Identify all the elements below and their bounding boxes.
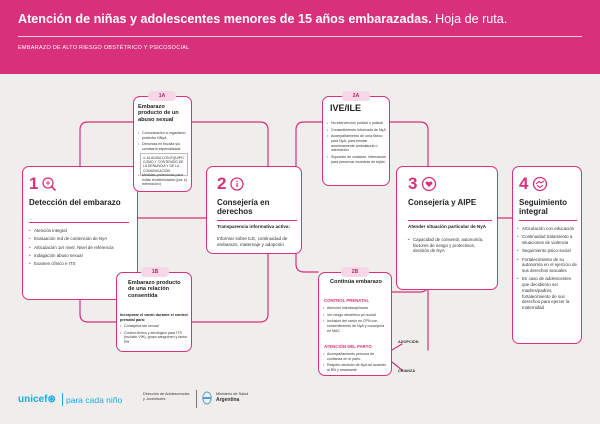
stage-items [29, 228, 133, 270]
section-heading-prenatal: CONTROL PRENATAL [324, 298, 370, 303]
list-item: • Articulación con educación [517, 226, 579, 232]
stage-number: 1 [29, 174, 39, 193]
unicef-logo [18, 394, 56, 405]
list-item: • Atención interdisciplinaria [323, 306, 389, 311]
argentina-shield-icon [202, 391, 212, 405]
subcard-items [327, 121, 387, 166]
path-label-adopcion: ADOPCIÓN [398, 340, 419, 344]
subcard-items [138, 131, 190, 154]
unicef-tagline: para cada niño [66, 395, 123, 405]
list-item: • Articulación 1er nivel. Nivel de referencia [29, 245, 133, 251]
list-item: • Supuesto de violación: Internación para preservar muestras de tejido [327, 155, 387, 164]
section-heading-parto: ATENCIÓN DEL PARTO [324, 344, 372, 349]
subcard-note: 4. ALUDIDA CON EQUIPO COMO Y CONTENIDO DE LA DENUNCIA Y DE LA COMUNICACIÓN [140, 153, 188, 176]
stage-title: Consejería en derechos [217, 198, 270, 217]
list-item: • Control clínico y serológico para ITS (incluido VIH), grupo sanguíneo y factor RH [120, 331, 190, 345]
connector-2-2a [296, 122, 322, 166]
magnifier-icon [41, 176, 57, 192]
subcard-title: Embarazo producto de una relación consentida [128, 280, 181, 299]
subcard-title: Continúa embarazo [330, 279, 382, 285]
stage-divider [408, 220, 492, 221]
footer-divider [62, 393, 63, 406]
direccion-logo-text [143, 392, 189, 402]
direccion-line-2: y Juventudes [143, 396, 166, 401]
stage-title: Detección del embarazo [29, 198, 121, 207]
connector-2a-3 [390, 122, 428, 166]
list-item: • En caso de adolescentes que decidieron ser madres/padres, fortalecimiento de sus derechos para ejercer la maternidad [517, 276, 579, 310]
stage-divider [519, 220, 577, 221]
list-item: • Continuidad tratamiento a situaciones de violencia [517, 234, 579, 245]
subcard-title: IVE/ILE [330, 103, 362, 113]
ministerio-logo-text [216, 392, 248, 403]
stage-title: Consejería y AIPE [408, 198, 477, 207]
subcard-tag: 1A [148, 91, 176, 101]
list-item: • Respeto decisión de NyA de acuerdo al RN y amamante [323, 363, 389, 372]
direccion-line-1: Dirección de Adolescencias [143, 392, 190, 396]
stage-bold-text: Atender situación particular de NyA [408, 224, 487, 229]
stage-items [408, 237, 492, 257]
subcard-items [323, 306, 389, 335]
stage-number: 2 [217, 174, 227, 193]
list-item: • Consejería del sexual [120, 324, 190, 329]
list-item: • Capacidad de consentir, autonomía, factores de riesgo y protectivos, decisión de NyA [408, 237, 492, 254]
stage-bold-text: Transparencia informativa activa: [217, 224, 291, 229]
list-item: • Medidas protectoras para evitar revictimización (por ej. internación) [138, 173, 190, 187]
stage-number: 3 [408, 174, 418, 193]
list-item: • Evaluación red de contención de NyA [29, 236, 133, 242]
list-item: • Comunicación a organismo protector NNyA [138, 131, 190, 140]
list-item: • Indagación abuso sexual [29, 253, 133, 259]
unicef-wordmark: unicef [18, 394, 48, 405]
page-title-rest: Hoja de ruta. [431, 12, 508, 26]
subcard-tag: 2A [342, 91, 370, 101]
ministerio-line-1: Ministerio de Salud [216, 392, 249, 396]
list-item: • No intervención policial o judicial [327, 121, 387, 126]
stage-title: Seguimiento integral [519, 198, 568, 217]
subcard-items-2 [138, 173, 190, 189]
list-item: • Ver riesgo obstétrico y/o social [323, 313, 389, 318]
subcard-items-parto [323, 352, 389, 375]
stage-number: 4 [519, 174, 529, 193]
page-title-bold: Atención de niñas y adolescentes menores de 15 años embarazadas. [18, 12, 432, 26]
list-item: • Inclusión del varón en CPN con consentimiento de NyA y consejería en MAC [323, 319, 389, 333]
info-chat-icon [229, 176, 245, 192]
stage-items [517, 226, 579, 313]
list-item: • Seguimiento psico-social [517, 248, 579, 254]
list-item: • Fortalecimiento de su autonomía en el ejercicio de sus derechos sexuales [517, 257, 579, 274]
stage-divider [217, 220, 297, 221]
subcard-tag: 2B [341, 267, 369, 277]
subcard-title: Embarazo producto de un abuso sexual [138, 104, 179, 123]
subcard-tag: 1B [141, 267, 169, 277]
subcard-bold-text: Incorporar el varón durante el control prenatal para: [120, 313, 188, 322]
list-item: • Denuncia en fiscalía y/o comisaría especializada [138, 142, 190, 151]
footer-vertical-divider [196, 390, 197, 408]
handshake-icon [532, 176, 548, 192]
stage-divider [29, 222, 129, 223]
connector-1b-2 [192, 254, 268, 322]
unicef-emblem-icon: ⊛ [47, 394, 56, 405]
connector-1a-2 [192, 122, 268, 166]
stage-text: Informar sobre ILE, continuidad de embarazo, maternaje y adopción [217, 236, 288, 247]
heart-chat-icon [421, 176, 437, 192]
connector-2-2b [296, 254, 318, 272]
list-item: • Examen clínico e ITS [29, 261, 133, 267]
ministerio-line-2: Argentina [216, 396, 240, 403]
connector-1-1a [80, 122, 133, 166]
list-item: • Acompañamiento persona de confianza en el parto [323, 352, 389, 361]
list-item: • Consentimiento informado de NyA [327, 128, 387, 133]
path-label-crianza: CRIANZA [398, 369, 416, 373]
subcard-items [120, 324, 190, 347]
connector-adopcion [392, 344, 402, 350]
list-item: • Atención integral [29, 228, 133, 234]
page-subtitle: EMBARAZO DE ALTO RIESGO OBSTÉTRICO Y PSICOSOCIAL [18, 45, 190, 51]
connector-1-1b [80, 300, 116, 322]
list-item: • Acompañamiento de un/a flanco para NyA, para brindar anónimamente ambulatoria o internación [327, 134, 387, 153]
